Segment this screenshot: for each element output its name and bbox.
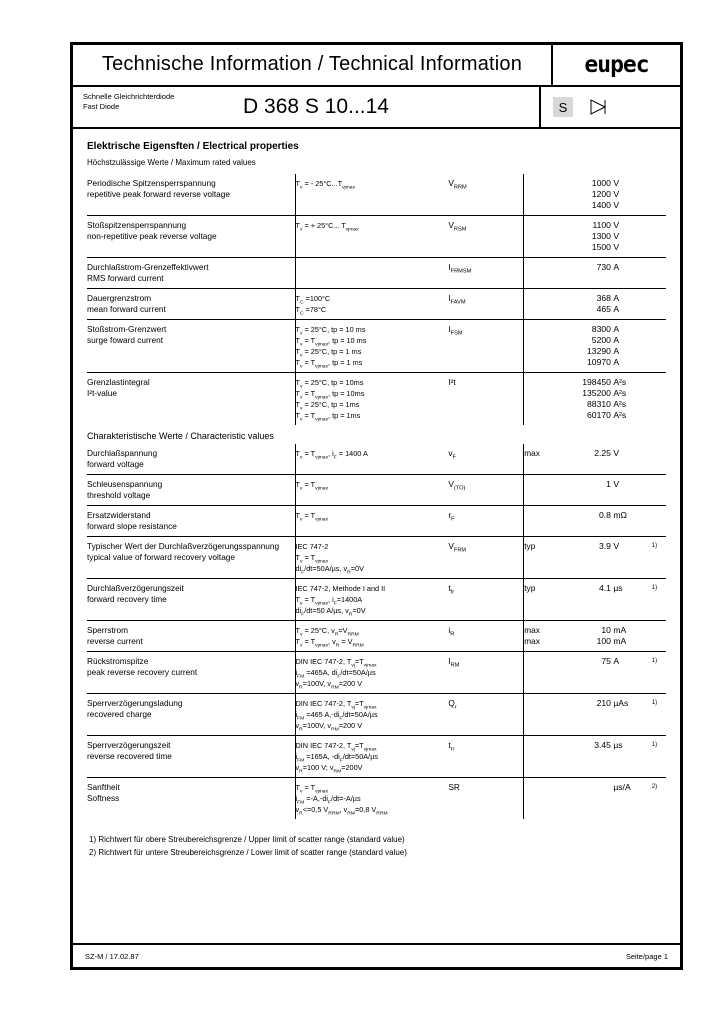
row-symbol: $V_{FRM}$ — [448, 537, 523, 579]
row-symbol: $t_{fr}$ — [448, 579, 523, 621]
table-row — [87, 258, 666, 289]
package-mark-badge: S — [553, 97, 573, 117]
row-symbol: $v_F$ — [448, 448, 456, 461]
device-subtitle-en: Fast Diode — [83, 101, 120, 111]
row-values: 198450 135200 88310 60170 — [561, 373, 614, 426]
row-symbol: $I_{FRMSM}$ — [448, 258, 523, 289]
row-conditions: DIN IEC 747-2, $T_{vj}=T_{vjmax}$ $i_{FM} =465$ $A,-di_F/dt=50A/\mu s$ $v_R=100V$, $v_{RM}=200$ V — [295, 694, 448, 736]
row-conditions: $T_v$ = + 25°C... $T_{vjmax}$ — [295, 216, 448, 258]
row-footnote-ref — [652, 258, 666, 289]
row-qualifier: max — [524, 444, 561, 475]
brand-logo — [551, 45, 680, 85]
row-symbol: $I_{FAVM}$ — [448, 289, 523, 320]
section-title: Elektrische Eigensften / Electrical properties — [87, 141, 299, 152]
row-footnote-ref — [652, 320, 666, 373]
row-symbol: $V_{RSM}$ — [448, 216, 523, 258]
row-qualifier — [524, 475, 561, 506]
row-footnote-ref — [652, 174, 666, 216]
row-qualifier — [524, 258, 561, 289]
row-symbol: $I_{FSM}$ — [448, 320, 523, 373]
row-description: Durchlaßstrom-Grenzeffektivwert RMS forward current — [87, 258, 295, 289]
device-subtitle — [83, 92, 174, 111]
device-block — [73, 87, 539, 127]
table-row — [87, 373, 666, 426]
row-description: Stoßstrom-Grenzwert surge foward current — [87, 320, 295, 373]
row-conditions: $T_C =100^\circ C$ $T_C =78^\circ C$ — [295, 289, 448, 320]
table-row — [87, 579, 666, 621]
row-footnote-ref: 1) — [652, 537, 666, 579]
row-qualifier: typ — [524, 537, 561, 579]
row-qualifier — [524, 216, 561, 258]
row-footnote-ref: 1) — [652, 736, 666, 778]
row-units: A²s A²s A²s A²s — [613, 373, 651, 426]
footer-document-id: SZ-M / 17.02.87 — [85, 951, 139, 961]
row-description: Schleusenspannung threshold voltage — [87, 475, 295, 506]
row-values: 1 — [561, 475, 614, 506]
row-symbol: $Q_r$ — [448, 694, 523, 736]
row-units: V — [613, 475, 651, 506]
row-symbol: $V_{(TO)}$ — [448, 475, 523, 506]
section-subtitle: Höchstzulässige Werte / Maximum rated values — [87, 158, 256, 167]
row-footnote-ref: 1) — [652, 579, 666, 621]
row-description: Stoßspitzensperrspannung non-repetitive peak reverse voltage — [87, 216, 295, 258]
row-qualifier: typ — [524, 579, 561, 621]
row-values: 0.8 — [561, 506, 614, 537]
row-units: A — [613, 652, 651, 694]
row-conditions: $T_v$ = - $25^\circ C...T_{vjmax}$ — [295, 174, 448, 216]
row-symbol: $i_R$ — [448, 621, 523, 652]
row-values: 730 — [561, 258, 614, 289]
row-conditions: $T_v = T_{vjmax}$ $i_{FM} =-A,-di_F/dt=-A/\mu s$ $v_R<=0,5$ $V_{RRM}$, $v_{RM}=0,8$ $V_{RRM}$ — [295, 778, 448, 820]
row-description: Rückstromspitze peak reverse recovery current — [87, 652, 295, 694]
table-row — [87, 506, 666, 537]
row-conditions: $T_v = T_{vjmax}$ — [295, 506, 448, 537]
row-units: A A A A — [613, 320, 651, 373]
row-qualifier: max max — [524, 621, 561, 652]
table-row — [87, 537, 666, 579]
row-conditions: IEC 747-2 $T_v = T_{vjmax}$ $di_F/dt=50A/\mu s$, $v_R=0V$ — [295, 537, 448, 579]
row-values: 1100 1300 1500 — [561, 216, 614, 258]
row-footnote-ref — [652, 216, 666, 258]
row-units: µAs — [613, 694, 651, 736]
row-values: 4.1 — [561, 579, 614, 621]
row-qualifier — [524, 652, 561, 694]
row-qualifier — [524, 174, 561, 216]
row-conditions — [295, 258, 448, 289]
row-values: 2.25 — [594, 448, 614, 458]
row-description: Durchlaßverzögerungszeit forward recovery time — [87, 579, 295, 621]
row-values: 75 — [561, 652, 614, 694]
properties-body — [73, 129, 680, 859]
row-values: 368 465 — [561, 289, 614, 320]
row-units: A — [613, 258, 651, 289]
row-conditions: DIN IEC 747-2, $T_{vj}=T_{vjmax}$ $i_{FM} =465A$, $di_F/dt=50A/\mu s$ $v_R=100V$, $v_{RM}=200$ V — [295, 652, 448, 694]
row-footnote-ref: 1) — [652, 652, 666, 694]
row-symbol: I²t — [448, 373, 523, 426]
row-qualifier — [524, 694, 561, 736]
table-row — [87, 444, 666, 475]
row-conditions: $T_v = T_{vjmax}$ — [295, 475, 448, 506]
row-conditions: $T_v = 25^\circ C$, tp = 10ms $T_v = T_{vjmax}$, tp = 10ms $T_v = 25^\circ C$, tp = 1ms $T_v = T_{vjmax}$, tp = 1ms — [295, 373, 448, 426]
device-name: D 368 S 10...14 — [243, 95, 389, 118]
row-footnote-ref — [652, 373, 666, 426]
row-values — [561, 778, 614, 820]
table-row — [87, 652, 666, 694]
table-row — [87, 778, 666, 820]
row-units: µs — [613, 736, 651, 778]
section-electrical — [87, 141, 666, 425]
page-title: Technische Information / Technical Information — [101, 52, 523, 75]
characteristic-values-table — [87, 444, 666, 819]
row-qualifier — [524, 506, 561, 537]
row-values: 8300 5200 13290 10970 — [561, 320, 614, 373]
table-row — [87, 174, 666, 216]
row-description: Sperrverzögerungszeit reverse recovered time — [87, 736, 295, 778]
table-row — [87, 320, 666, 373]
row-conditions: $T_v = 25^\circ C$, tp = 10 ms $T_v = T_{vjmax}$, tp = 10 ms $T_v = 25^\circ C$, tp = 1 ms $T_v = T_{vjmax}$, tp = 1 ms — [295, 320, 448, 373]
row-units: V — [613, 537, 651, 579]
footer-page-number: Seite/page 1 — [625, 951, 668, 961]
row-conditions: IEC 747-2, Methode I and II $T_v = T_{vjmax}$, $i_F=1400A$ $di_F/dt=50$ A/µs, $v_R=0V$ — [295, 579, 448, 621]
table-row — [87, 621, 666, 652]
header-device-row — [73, 87, 680, 129]
row-conditions: $T_v = 25^\circ C$, $v_R=V_{RRM}$ $T_v = T_{vjmax}$, $v_R = V_{RRM}$ — [295, 621, 448, 652]
row-description: Sperrstrom reverse current — [87, 621, 295, 652]
device-subtitle-de: Schnelle Gleichrichterdiode — [83, 92, 175, 101]
row-footnote-ref — [652, 506, 666, 537]
row-units: µs — [613, 579, 651, 621]
row-qualifier — [524, 320, 561, 373]
row-symbol: $t_{rr}$ — [448, 736, 523, 778]
table-row — [87, 736, 666, 778]
row-description: Typischer Wert der Durchlaßverzögerungsspannung typical value of forward recovery voltage — [87, 537, 295, 579]
table-row — [87, 289, 666, 320]
row-values: 10 100 — [561, 621, 614, 652]
row-footnote-ref — [652, 621, 666, 652]
row-units: V — [613, 448, 622, 458]
row-conditions: DIN IEC 747-2, $T_{vj}=T_{vjmax}$ $i_{FM} =165A$, $-di_F/dt=50A/\mu s$ $v_R=100$ V; $v_{RM}=200V$ — [295, 736, 448, 778]
row-values: 3.45 — [561, 736, 614, 778]
table-row — [87, 475, 666, 506]
row-description: Periodische Spitzensperrspannung repetitive peak forward reverse voltage — [87, 178, 230, 199]
table-row — [87, 694, 666, 736]
row-qualifier — [524, 373, 561, 426]
row-footnote-ref — [652, 444, 666, 475]
row-description: Sperrverzögerungsladung recovered charge — [87, 694, 295, 736]
row-footnote-ref — [652, 475, 666, 506]
row-units: mΩ — [613, 506, 651, 537]
electrical-properties-table — [87, 174, 666, 425]
row-symbol: $V_{RRM}$ — [448, 178, 467, 191]
row-units: A A — [613, 289, 651, 320]
row-values: 210 — [561, 694, 614, 736]
package-block — [539, 87, 680, 127]
page-footer — [73, 943, 680, 967]
row-conditions: $T_v = T_{vjmax}$, $i_F = 1400$ A — [295, 444, 448, 475]
section-title: Charakteristische Werte / Characteristic values — [87, 431, 274, 441]
header-top-row — [73, 45, 680, 87]
row-description: Grenzlastintegral I²t-value — [87, 373, 295, 426]
row-symbol: SR — [448, 778, 523, 820]
row-symbol: $r_F$ — [448, 506, 523, 537]
row-footnote-ref — [652, 289, 666, 320]
row-units: mA mA — [613, 621, 651, 652]
section-characteristic — [87, 431, 666, 819]
row-units: V V V — [613, 216, 651, 258]
row-qualifier — [524, 736, 561, 778]
brand-logo-text: eupec — [584, 52, 649, 78]
datasheet-page — [70, 42, 683, 970]
row-symbol: $I_{RM}$ — [448, 652, 523, 694]
row-units: V V V — [613, 178, 622, 210]
footnote-1: 1) Richtwert für obere Streubereichsgrenze / Upper limit of scatter range (standard value) — [89, 835, 405, 844]
diode-icon — [587, 98, 609, 116]
row-footnote-ref: 1) — [652, 694, 666, 736]
row-description: Sanftheit Softness — [87, 778, 295, 820]
footnotes — [87, 819, 666, 859]
row-description: Ersatzwiderstand forward slope resistance — [87, 506, 295, 537]
row-units: µs/A — [613, 778, 651, 820]
row-footnote-ref: 2) — [652, 778, 666, 820]
row-values: 3.9 — [561, 537, 614, 579]
row-description: Durchlaßspannung forward voltage — [87, 448, 158, 469]
footnote-2: 2) Richtwert für untere Streubereichsgrenze / Lower limit of scatter range (standard value) — [89, 848, 407, 857]
row-qualifier — [524, 289, 561, 320]
table-row — [87, 216, 666, 258]
row-values: 1000 1200 1400 — [591, 178, 614, 210]
row-qualifier — [524, 778, 561, 820]
row-description: Dauergrenzstrom mean forward current — [87, 289, 295, 320]
